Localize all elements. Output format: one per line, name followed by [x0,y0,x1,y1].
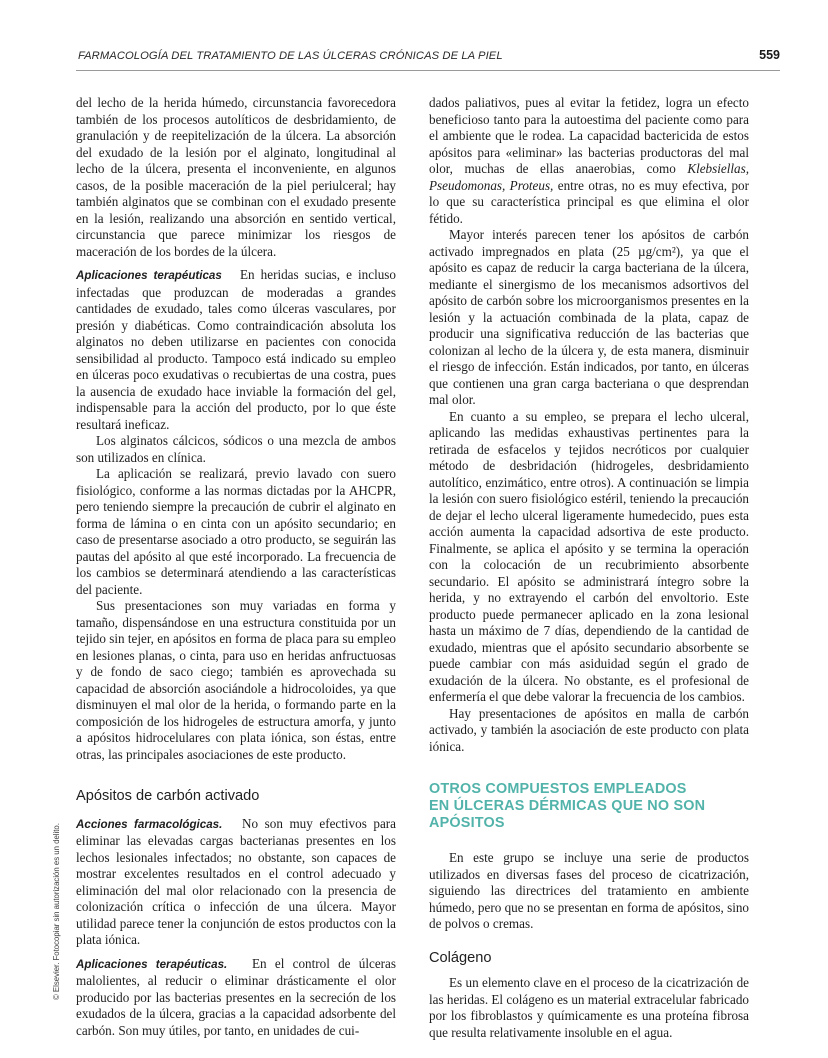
heading-line: EN ÚLCERAS DÉRMICAS QUE NO SON [429,798,706,814]
paragraph: La aplicación se realizará, previo lavado con suero fisiológico, conforme a las normas dictadas por la AHCPR, pero teniendo siempre la precaución de cubrir el alginato en forma de lámina o en cinta con un apósito secundario; en caso de presentarse asociado a otro producto, se seguirán las pautas del apósito al que esté incorporado. La frecuencia de los cambios se determinará atendiendo a las características del paciente. [76,466,396,597]
paragraph-aplicaciones [76,267,396,433]
paragraph-text: En el control de úlceras malolientes, al reducir o eliminar drásticamente el olor producido por las bacterias presentes en la secreción de los exudados de la úlcera, gracias a la capacidad adsorbente del carbón. Son muy útiles, por tanto, en unidades de cui- [76,955,396,1038]
paragraph: Es un elemento clave en el proceso de la cicatrización de las heridas. El colágeno es un material extracelular fabricado por los fibroblastos y químicamente es una proteína fibrosa que resulta relativamente insoluble en el agua. [429,975,749,1040]
section-heading-carbon: Apósitos de carbón activado [76,788,260,804]
paragraph-acciones [76,816,396,949]
run-in-heading: Aplicaciones terapéuticas. [76,957,228,971]
run-in-heading: Acciones farmacológicas. [76,817,223,831]
paragraph: Mayor interés parecen tener los apósitos de carbón activado impregnados en plata (25 µg/cm²), ya que el apósito es capaz de reducir la carga bacteriana de la úlcera, mediante el sinergismo de los mecanismos adsortivos del apósito de carbón sobre los microorganismos presentes en la lesión y la actuación combinada de la plata, capaz de producir una significativa reducción de las bacterias que colonizan al lecho de la úlcera y, de esta manera, disminuir el riesgo de infección. Están indicados, por tanto, en úlceras que contienen una gran carga bacteriana o que desprendan mal olor. [429,227,749,407]
paragraph: del lecho de la herida húmedo, circunstancia favorecedora también de los procesos autolíticos de desbridamiento, de granulación y de reepitelización de la úlcera. La absorción del exudado de la lesión por el alginato, longitudinal al lecho de la úlcera, presenta el inconveniente, en algunos casos, de la posible maceración de la piel periulceral; hay también alginatos que se combinan con el exudado presente en la lesión, realizando una absorción en sentido vertical, circunstancia que parece minimizar los riesgos de maceración de los bordes de la úlcera. [76,95,396,259]
paragraph-text: entre otras, no es muy efectiva, por lo que su característica principal es que elimina el olor fétido. [429,177,749,226]
running-title: FARMACOLOGÍA DEL TRATAMIENTO DE LAS ÚLCERAS CRÓNICAS DE LA PIEL [78,50,503,62]
heading-line: OTROS COMPUESTOS EMPLEADOS [429,781,687,797]
section-heading-colageno: Colágeno [429,949,492,966]
paragraph: En cuanto a su empleo, se prepara el lecho ulceral, aplicando las medidas exhaustivas pertinentes para la retirada de esfacelos y tejidos necróticos por cualquier método de desbridación (hidrogeles, desbridamiento autolítico, enzimático, entre otros). A continuación se limpia la lesión con suero fisiológico estéril, teniendo la precaución de dejar el lecho ulceral ligeramente humedecido, pues esta acción aumenta la capacidad adsortiva de este producto. Finalmente, se aplica el apósito y se termina la operación con la colocación de un recubrimiento absorbente secundario. El apósito se administrará íntegro sobre la herida, y no extrayendo el carbón del envoltorio. Este producto puede permanecer aplicado en la zona lesional hasta un máximo de 7 días, dependiendo de la cantidad de exudado, mientras que el apósito secundario absorbente se puede cambiar con más asiduidad según el grado de exudación de la úlcera. No obstante, es el profesional de enfermería el que debe valorar la frecuencia de los cambios. [429,408,749,704]
run-in-heading: Aplicaciones terapéuticas [76,269,222,282]
right-column [429,95,749,1041]
paragraph [429,95,749,227]
species-names: Klebsiellas, Pseudomonas, Proteus, [429,161,749,193]
paragraph: En este grupo se incluye una serie de productos utilizados en diversas fases del proceso de cicatrización, siguiendo las directrices del tratamiento en ambiente húmedo, pero que no se presentan en forma de apósitos, sino de polvos o cremas. [429,850,749,931]
paragraph: Hay presentaciones de apósitos en malla de carbón activado, y también la asociación de este producto con plata iónica. [429,705,749,754]
paragraph-text: En heridas sucias, e incluso infectadas que produzcan de moderadas a grandes cantidades de exudado, tales como úlceras vasculares, por presión y diabéticas. Como contraindicación absoluta los alginatos no deben utilizarse en pacientes con conocida sensibilidad al producto. Tampoco está indicado su empleo en úlceras poco exudativas o recubiertas de una costra, pues la ausencia de exudado hace inviable la formación del gel, indispensable para la acción del producto, por lo que éste resultará ineficaz. [76,267,396,432]
paragraph-aplicaciones-carbon [76,956,396,1040]
left-column [76,95,396,1039]
paragraph: Los alginatos cálcicos, sódicos o una mezcla de ambos son utilizados en clínica. [76,433,396,465]
paragraph: Sus presentaciones son muy variadas en forma y tamaño, dispensándose en una estructura constituida por un tejido sin tejer, en apósitos en forma de placa para su empleo en lesiones planas, o cinta, para uso en heridas anfructuosas y de fondo de saco ciego; también es aprovechada su capacidad de absorción asociándole a hidrocoloides, ya que disminuyen el mal olor de la herida, o formando parte en la composición de los hidrogeles de estructura amorfa, y junto a apósitos hidrocelulares con plata iónica, son éstas, entre otras, las principales asociaciones de este producto. [76,598,396,762]
page-number: 559 [759,48,780,62]
chapter-section-heading [429,781,749,832]
heading-line: APÓSITOS [429,815,505,831]
paragraph-text: dados paliativos, pues al evitar la fetidez, logra un efecto beneficioso tanto para la autoestima del paciente como para el ambiente que le rodea. La capacidad bactericida de estos apósitos para «eliminar» las bacterias productoras del mal olor, muchas de ellas anaerobias, como [429,95,749,176]
copyright-note: © Elsevier. Fotocopiar sin autorización es un delito. [52,823,61,1000]
paragraph-text: No son muy efectivos para eliminar las elevadas cargas bacterianas presentes en los lechos lesionales infectados; no obstante, son capaces de mostrar excelentes resultados en el control adecuado y eliminación del mal olor relacionado con la presencia de colonización crítica o infección de una úlcera. Mayor utilidad parece tener la conjunción de estos productos con la plata iónica. [76,815,396,947]
running-header [76,46,780,71]
